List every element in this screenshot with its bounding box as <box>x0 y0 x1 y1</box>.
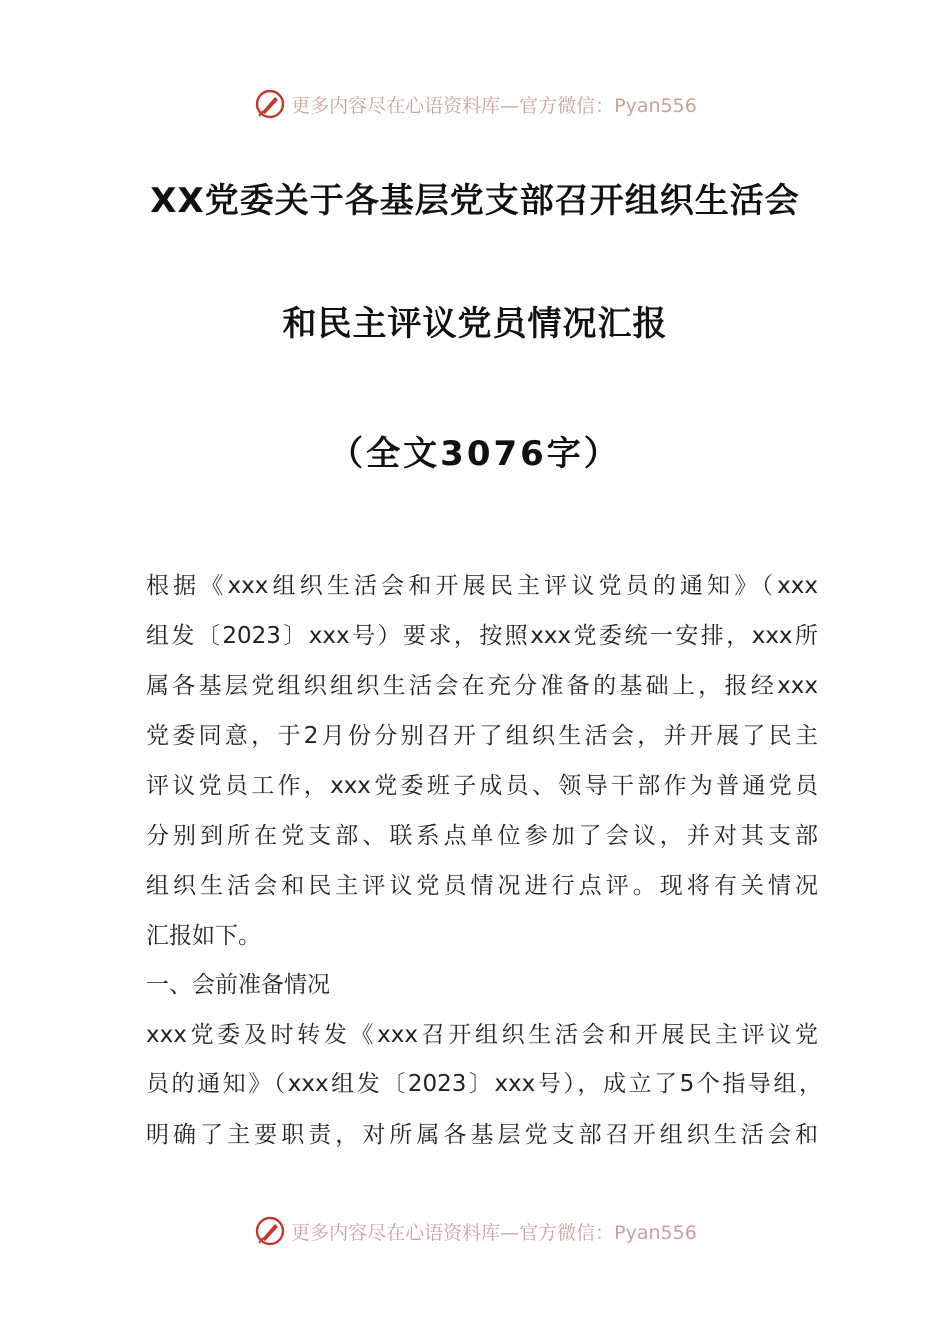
body-line: 根据《xxx组织生活会和开展民主评议党员的通知》（xxx <box>146 573 818 599</box>
title-line-2: 和民主评议党员情况汇报 <box>282 304 668 344</box>
body-line: 分别到所在党支部、联系点单位参加了会议，并对其支部 <box>146 823 818 849</box>
pen-logo-icon <box>253 1214 287 1248</box>
body-line: xxx党委及时转发《xxx召开组织生活会和开展民主评议党 <box>146 1022 818 1048</box>
body-line: 员的通知》（xxx组发〔2023〕xxx号），成立了5个指导组， <box>146 1071 822 1097</box>
title-line-1: XX党委关于各基层党支部召开组织生活会 <box>150 181 800 221</box>
body-line: 属各基层党组织组织生活会在充分准备的基础上，报经xxx <box>146 673 818 699</box>
watermark-wechat-id: Pyan556 <box>614 1221 697 1244</box>
body-line: 组发〔2023〕xxx号）要求，按照xxx党委统一安排，xxx所 <box>146 623 818 649</box>
watermark-text: 更多内容尽在心语资料库—官方微信：Pyan556 <box>291 1221 697 1244</box>
watermark-banner-bottom <box>0 1211 950 1251</box>
body-line: 党委同意，于2月份分别召开了组织生活会，并开展了民主 <box>146 723 818 749</box>
watermark-wechat-id: Pyan556 <box>614 94 697 117</box>
title-word-count: （全文3076字） <box>329 434 621 474</box>
body-line: 组织生活会和民主评议党员情况进行点评。现将有关情况 <box>146 873 818 899</box>
pen-logo-icon <box>253 87 287 121</box>
watermark-text: 更多内容尽在心语资料库—官方微信：Pyan556 <box>291 94 697 117</box>
body-line: 评议党员工作，xxx党委班子成员、领导干部作为普通党员 <box>146 773 818 799</box>
body-line: 汇报如下。 <box>146 923 261 949</box>
section-heading: 一、会前准备情况 <box>146 972 330 998</box>
body-line: 明确了主要职责，对所属各基层党支部召开组织生活会和 <box>146 1122 818 1148</box>
watermark-banner-top <box>0 84 950 124</box>
